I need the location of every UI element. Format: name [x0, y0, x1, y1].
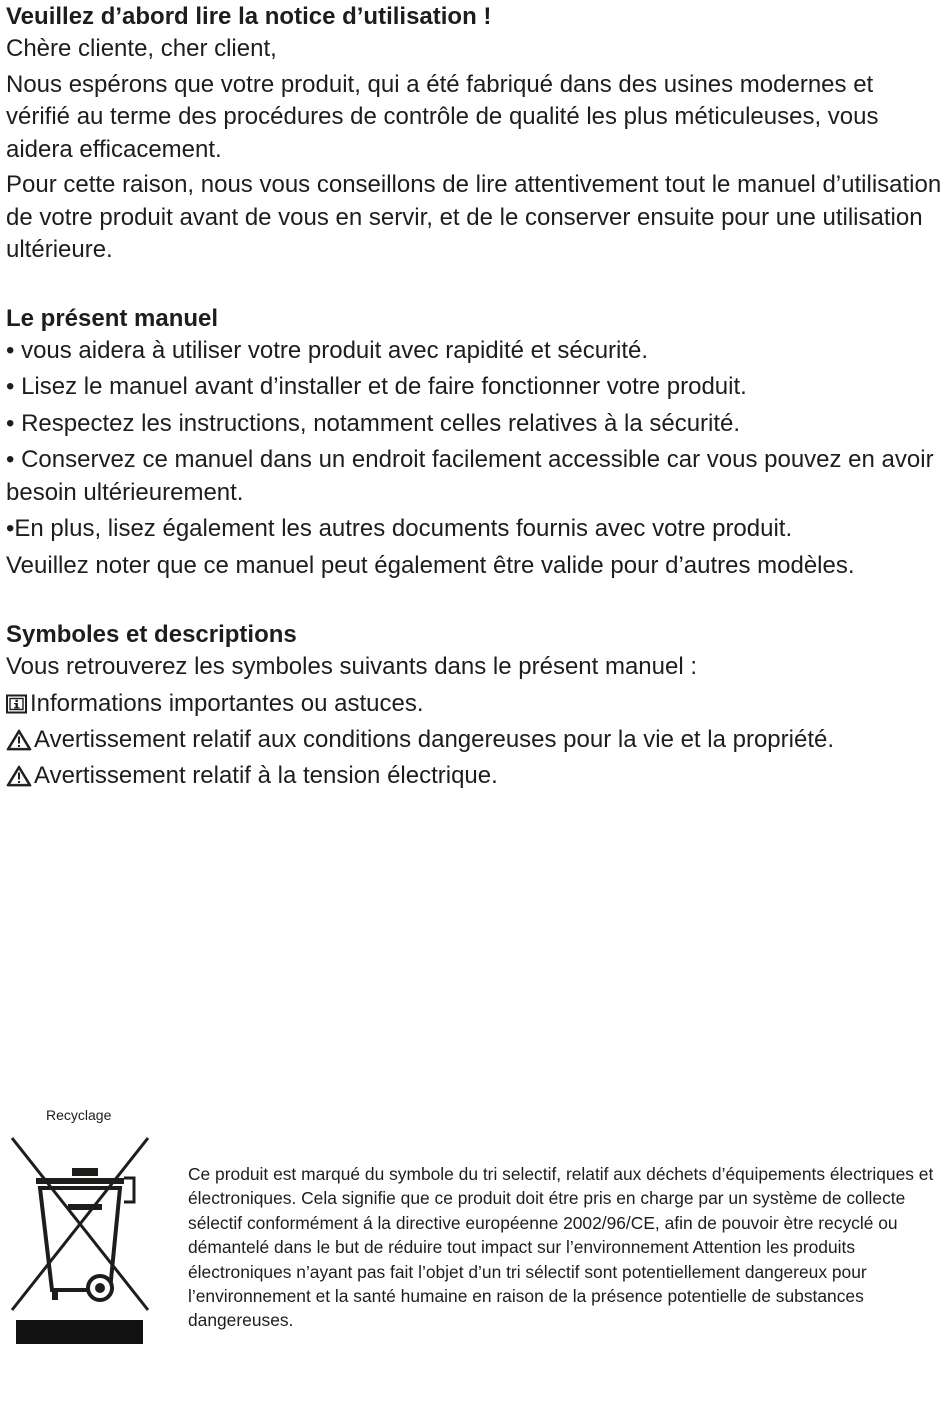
greeting: Chère cliente, cher client,	[6, 35, 277, 62]
manual-note: Veuillez noter que ce manuel peut également être valide pour d’autres modèles.	[6, 551, 855, 579]
manual-bullet: • Respectez les instructions, notamment celles relatives à la sécurité.	[6, 409, 741, 437]
intro-paragraph-1: Nous espérons que votre produit, qui a été fabriqué dans des usines modernes et vérifié au terme des procédures de contrôle de qualité les plus méticuleuses, vous aidera efficacement.	[6, 70, 879, 163]
info-icon	[6, 694, 28, 714]
symbol-item-label: Avertissement relatif à la tension électrique.	[34, 761, 498, 789]
warning-triangle-icon	[6, 729, 32, 751]
warning-triangle-icon	[6, 765, 32, 787]
recycling-label: Recyclage	[46, 1107, 112, 1123]
manual-heading: Le présent manuel	[6, 304, 219, 332]
manual-bullet: • Conservez ce manuel dans un endroit facilement accessible car vous pouvez en avoir besoin ultérieurement.	[6, 446, 934, 506]
manual-bullet: •En plus, lisez également les autres documents fournis avec votre produit.	[6, 515, 793, 542]
symbol-item-voltage	[6, 760, 942, 792]
crossed-out-wheelie-bin-icon	[8, 1134, 158, 1349]
recycling-paragraph: Ce produit est marqué du symbole du tri selectif, relatif aux déchets d’équipements électriques et électroniques. Cela signifie que ce produit doit étre pris en charge par un système de collecte sélectif conformément á la directive européenne 2002/96/CE, afin de pouvoir ètre recyclé ou démantelé dans le but de réduire tout impact sur l’environnement Attention les produits électroniques n’ayant pas fait l’objet d’un tri sélectif sont potentiellement dangereux pour l’environnement et la santé humaine en raison de la présence potentielle de substances dangereuses.	[188, 1164, 934, 1331]
manual-bullet: • Lisez le manuel avant d’installer et de faire fonctionner votre produit.	[6, 373, 747, 400]
symbols-heading: Symboles et descriptions	[6, 621, 297, 648]
manual-page	[6, 0, 942, 796]
recycling-symbol	[8, 1106, 158, 1351]
intro-paragraph-2: Pour cette raison, nous vous conseillons de lire attentivement tout le manuel d’utilisation de votre produit avant de vous en servir, et de le conserver ensuite pour une utilisation ultérieure.	[6, 171, 942, 263]
symbol-item-label: Informations importantes ou astuces.	[30, 689, 424, 717]
symbols-intro: Vous retrouverez les symboles suivants dans le présent manuel :	[6, 653, 698, 680]
page-title: Veuillez d’abord lire la notice d’utilisation !	[6, 3, 492, 30]
symbol-item-danger	[6, 724, 942, 756]
manual-bullet: • vous aidera à utiliser votre produit avec rapidité et sécurité.	[6, 336, 649, 364]
symbol-item-info	[6, 688, 942, 720]
symbol-item-label: Avertissement relatif aux conditions dangereuses pour la vie et la propriété.	[34, 725, 835, 753]
